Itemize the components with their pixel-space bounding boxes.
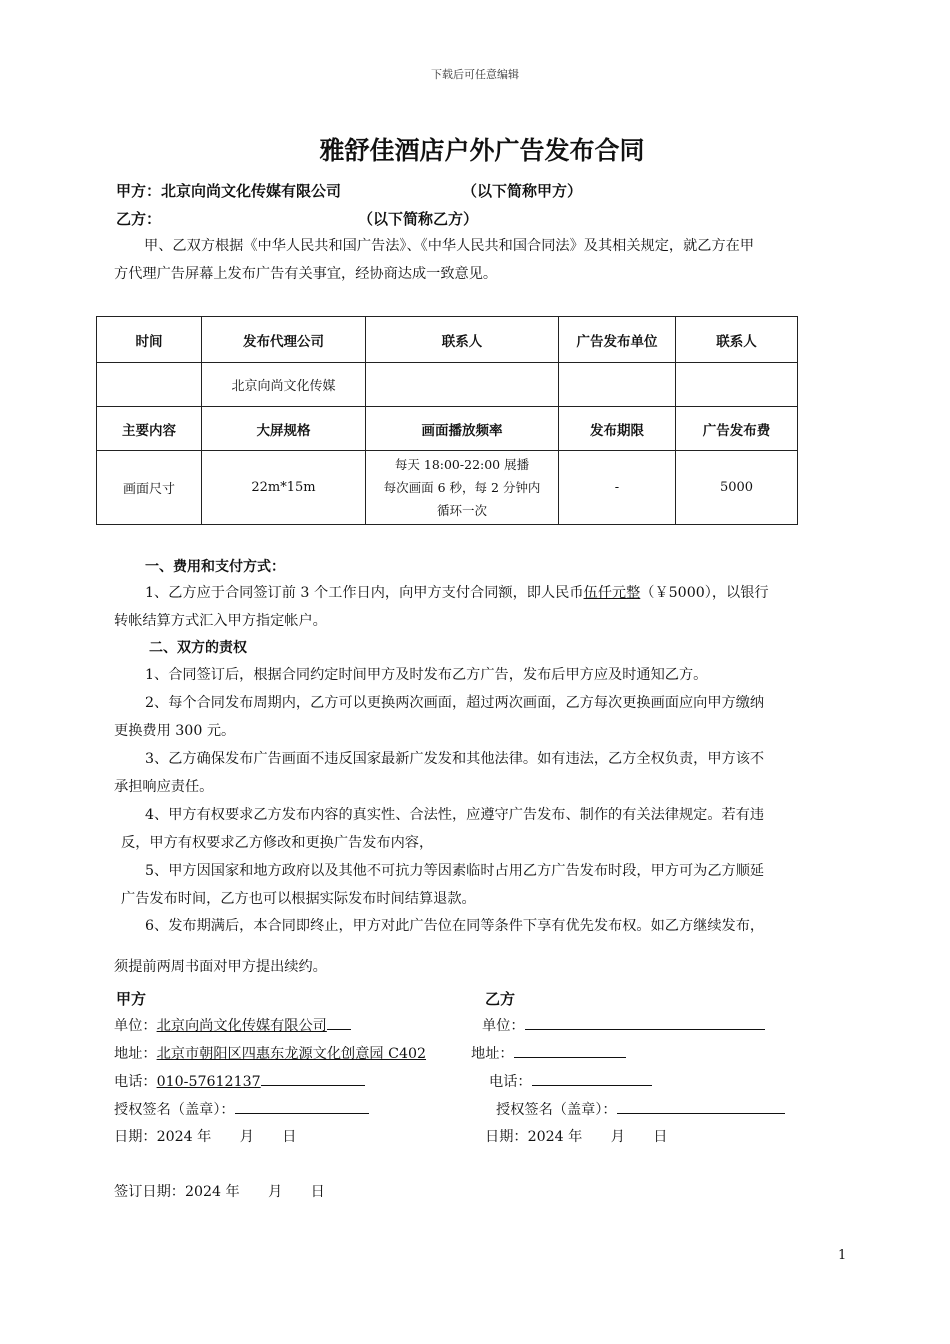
party-a-address-value: 北京市朝阳区四惠东龙源文化创意园 C402 — [156, 1046, 427, 1062]
section-2-heading: 二、双方的责权 — [149, 640, 247, 656]
party-b-signature-field[interactable] — [617, 1099, 785, 1114]
party-b-alias: （以下简称乙方） — [358, 210, 479, 228]
table-header-cell: 主要内容 — [97, 407, 202, 451]
clause-2-5-cont: 广告发布时间，乙方也可以根据实际发布时间结算退款。 — [121, 891, 476, 907]
intro-line-2: 方代理广告屏幕上发布广告有关事宜，经协商达成一致意见。 — [114, 266, 498, 282]
intro-line-1: 甲、乙双方根据《中华人民共和国广告法》、《中华人民共和国合同法》及其相关规定，就乙方在甲 — [144, 238, 755, 254]
frequency-line-3: 循环一次 — [436, 503, 487, 518]
table-cell-spec: 22m*15m — [202, 451, 366, 525]
table-header-cell: 画面播放频率 — [366, 407, 559, 451]
table-header-cell: 广告发布费 — [676, 407, 798, 451]
party-b-address — [471, 1043, 626, 1063]
phone-blank-tail — [261, 1071, 365, 1086]
table-row — [97, 363, 798, 407]
clause-2-2-cont: 更换费用 300 元。 — [114, 723, 236, 739]
table-row — [97, 451, 798, 525]
signature-label: 授权签名（盖章）： — [114, 1102, 235, 1118]
party-b-line: 乙方： — [116, 210, 162, 228]
unit-blank-tail — [327, 1015, 351, 1030]
unit-label: 单位： — [482, 1018, 525, 1034]
clause-2-6: 6、发布期满后，本合同即终止，甲方对此广告位在同等条件下享有优先发布权。如乙方继续发布， — [145, 918, 765, 934]
section-1-clause-1 — [145, 582, 769, 602]
party-a-authorized-signature — [114, 1099, 369, 1119]
clause-2-2: 2、每个合同发布周期内，乙方可以更换两次画面，超过两次画面，乙方每次更换画面应向甲方缴纳 — [145, 695, 765, 711]
signed-date: 签订日期：2024 年 月 日 — [114, 1184, 325, 1200]
address-label: 地址： — [471, 1046, 514, 1062]
contract-title: 雅舒佳酒店户外广告发布合同 — [319, 136, 645, 165]
phone-label: 电话： — [489, 1074, 532, 1090]
table-header-cell: 大屏规格 — [202, 407, 366, 451]
intro-paragraph — [114, 232, 850, 288]
table-header-cell: 发布期限 — [559, 407, 676, 451]
table-cell-frequency — [366, 451, 559, 525]
page-number: 1 — [838, 1248, 847, 1263]
party-a-address — [114, 1043, 426, 1063]
party-b-phone-field[interactable] — [532, 1071, 652, 1086]
table-header-cell: 广告发布单位 — [559, 317, 676, 363]
party-a-date: 日期：2024 年 月 日 — [114, 1129, 297, 1145]
party-a-line: 甲方：北京向尚文化传媒有限公司 — [116, 182, 342, 200]
party-b-phone — [489, 1071, 652, 1091]
party-b-unit — [482, 1015, 765, 1035]
section-1-clause-1-cont: 转帐结算方式汇入甲方指定帐户。 — [114, 613, 327, 629]
header-note: 下载后可任意编辑 — [431, 68, 519, 81]
party-a-phone — [114, 1071, 365, 1091]
party-a-alias: （以下简称甲方） — [462, 182, 583, 200]
clause-2-6-cont: 须提前两周书面对甲方提出续约。 — [114, 959, 327, 975]
party-b-date: 日期：2024 年 月 日 — [485, 1129, 668, 1145]
table-header-cell: 发布代理公司 — [202, 317, 366, 363]
party-a-unit-value: 北京向尚文化传媒有限公司 — [156, 1018, 327, 1034]
clause-2-3-cont: 承担响应责任。 — [114, 779, 214, 795]
party-a-unit — [114, 1015, 351, 1035]
frequency-line-1: 每天 18:00-22:00 展播 — [394, 457, 530, 472]
clause-1-text-a: 1、乙方应于合同签订前 3 个工作日内，向甲方支付合同额，即人民币 — [145, 585, 584, 601]
table-cell-agency: 北京向尚文化传媒 — [202, 363, 366, 407]
table-cell-contact — [366, 363, 559, 407]
table-cell-fee: 5000 — [676, 451, 798, 525]
party-b-unit-field[interactable] — [525, 1015, 765, 1030]
unit-label: 单位： — [114, 1018, 157, 1034]
signature-label: 授权签名（盖章）： — [496, 1102, 617, 1118]
table-header-cell: 时间 — [97, 317, 202, 363]
section-1-heading: 一、费用和支付方式： — [145, 559, 285, 575]
party-b-authorized-signature — [496, 1099, 785, 1119]
table-cell-time — [97, 363, 202, 407]
signature-party-a-heading: 甲方 — [116, 990, 147, 1008]
address-label: 地址： — [114, 1046, 157, 1062]
clause-2-1: 1、合同签订后，根据合同约定时间甲方及时发布乙方广告，发布后甲方应及时通知乙方。 — [145, 667, 708, 683]
frequency-line-2: 每次画面 6 秒，每 2 分钟内 — [383, 480, 541, 495]
clause-2-5: 5、甲方因国家和地方政府以及其他不可抗力等因素临时占用乙方广告发布时段，甲方可为乙方顺延 — [145, 863, 765, 879]
table-header-cell: 联系人 — [366, 317, 559, 363]
table-header-cell: 联系人 — [676, 317, 798, 363]
table-header-row-1 — [97, 317, 798, 363]
table-cell-content: 画面尺寸 — [97, 451, 202, 525]
clause-2-3: 3、乙方确保发布广告画面不违反国家最新广发发和其他法律。如有违法，乙方全权负责，甲方该不 — [145, 751, 765, 767]
table-cell-publisher — [559, 363, 676, 407]
clause-2-4: 4、甲方有权要求乙方发布内容的真实性、合法性，应遵守广告发布、制作的有关法律规定。若有违 — [145, 807, 765, 823]
party-a-phone-value: 010-57612137 — [156, 1074, 261, 1090]
party-a-signature-field[interactable] — [235, 1099, 369, 1114]
table-cell-contact-2 — [676, 363, 798, 407]
phone-label: 电话： — [114, 1074, 157, 1090]
party-b-address-field[interactable] — [514, 1043, 626, 1058]
ad-info-table — [96, 316, 798, 525]
signature-party-b-heading: 乙方 — [485, 990, 516, 1008]
clause-2-4-cont: 反，甲方有权要求乙方修改和更换广告发布内容， — [121, 835, 434, 851]
clause-1-text-b: （￥5000），以银行 — [640, 585, 769, 601]
table-header-row-2 — [97, 407, 798, 451]
payment-amount: 伍仟元整 — [583, 585, 641, 601]
table-cell-period: - — [559, 451, 676, 525]
